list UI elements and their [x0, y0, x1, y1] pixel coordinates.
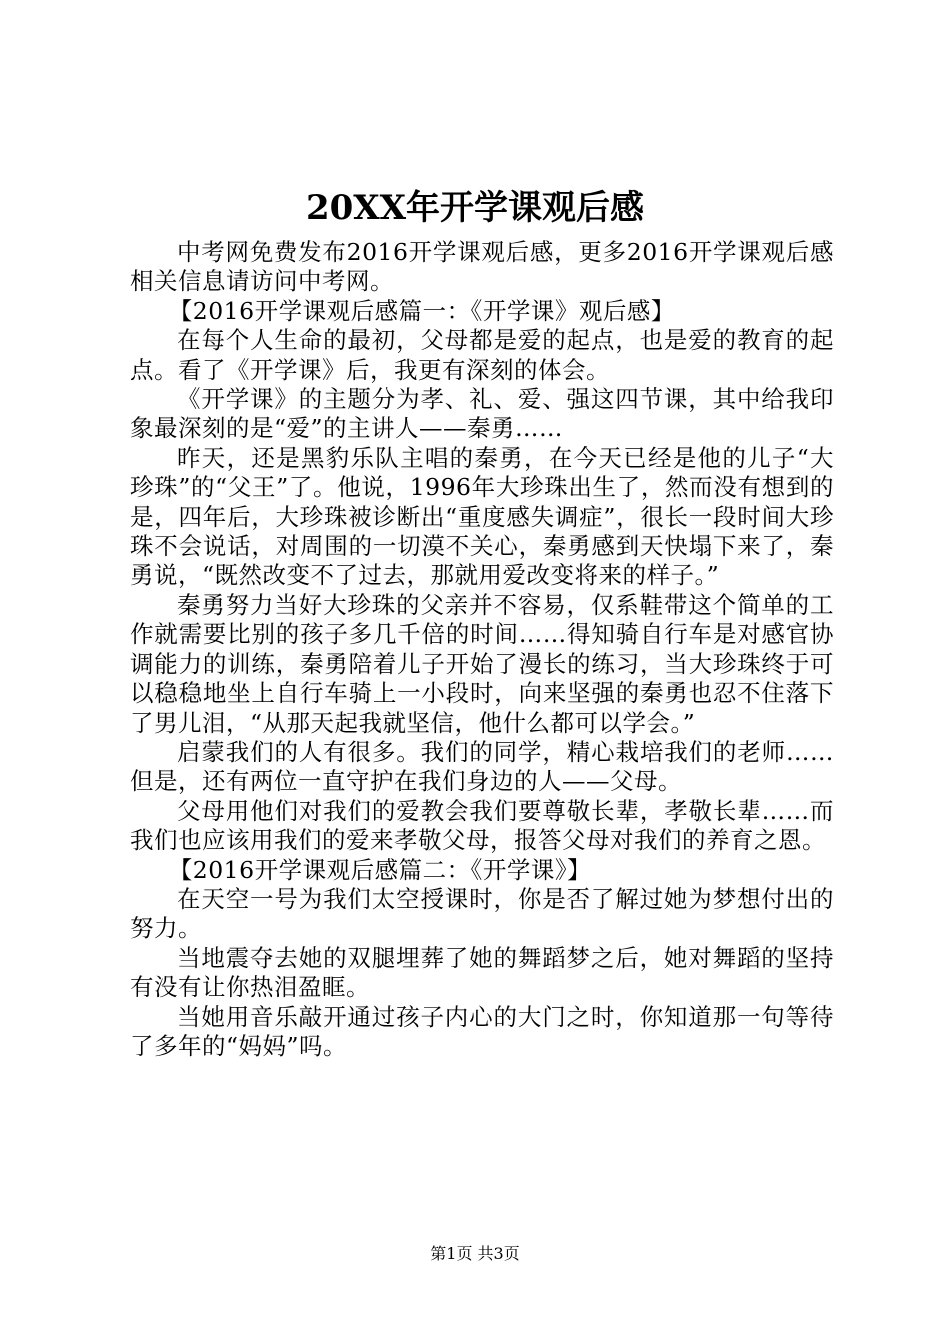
paragraph: 当地震夺去她的双腿埋葬了她的舞蹈梦之后，她对舞蹈的坚持有没有让你热泪盈眶。	[130, 943, 834, 1002]
page-number-footer: 第1页 共3页	[430, 1244, 520, 1263]
paragraph-intro: 中考网免费发布2016开学课观后感，更多2016开学课观后感相关信息请访问中考网。	[130, 238, 834, 296]
paragraph: 当她用音乐敲开通过孩子内心的大门之时，你知道那一句等待了多年的“妈妈”吗。	[130, 1002, 834, 1060]
section-heading-two: 【2016开学课观后感篇二：《开学课》】	[168, 855, 592, 884]
document-title: 20XX年开学课观后感	[305, 188, 645, 228]
document-body	[130, 238, 834, 1061]
paragraph: 在天空一号为我们太空授课时，你是否了解过她为梦想付出的努力。	[130, 884, 834, 943]
paragraph: 《开学课》的主题分为孝、礼、爱、强这四节课，其中给我印象最深刻的是“爱”的主讲人——秦勇……	[130, 385, 834, 443]
paragraph: 秦勇努力当好大珍珠的父亲并不容易，仅系鞋带这个简单的工作就需要比别的孩子多几千倍的时间……得知骑自行车是对感官协调能力的训练，秦勇陪着儿子开始了漫长的练习，当大珍珠终于可以稳稳地坐上自行车骑上一小段时，向来坚强的秦勇也忍不住落下了男儿泪，“从那天起我就坚信，他什么都可以学会。”	[130, 590, 834, 737]
section-heading-one: 【2016开学课观后感篇一：《开学课》观后感】	[168, 296, 675, 325]
paragraph: 启蒙我们的人有很多。我们的同学，精心栽培我们的老师……但是，还有两位一直守护在我们身边的人——父母。	[130, 737, 834, 796]
paragraph: 昨天，还是黑豹乐队主唱的秦勇，在今天已经是他的儿子“大珍珠”的“父王”了。他说，1996年大珍珠出生了，然而没有想到的是，四年后，大珍珠被诊断出“重度感失调症”，很长一段时间大珍珠不会说话，对周围的一切漠不关心，秦勇感到天快塌下来了，秦勇说，“既然改变不了过去，那就用爱改变将来的样子。”	[130, 443, 834, 590]
paragraph: 父母用他们对我们的爱教会我们要尊敬长辈，孝敬长辈……而我们也应该用我们的爱来孝敬父母，报答父母对我们的养育之恩。	[130, 796, 834, 855]
paragraph: 在每个人生命的最初，父母都是爱的起点，也是爱的教育的起点。看了《开学课》后，我更有深刻的体会。	[130, 326, 834, 384]
